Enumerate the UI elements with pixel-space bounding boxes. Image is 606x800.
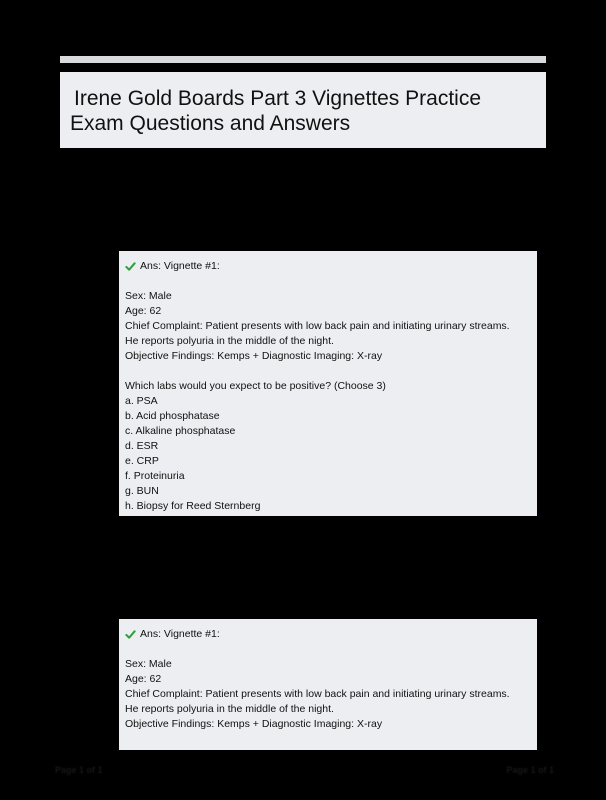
option-h: h. Biopsy for Reed Sternberg — [125, 500, 261, 512]
option-a: a. PSA — [125, 395, 158, 407]
answer-label: Ans: Vignette #1: — [140, 260, 220, 272]
footer-left-text: Page 1 of 1 — [55, 765, 103, 775]
title-box — [60, 72, 546, 148]
findings-line: Objective Findings: Kemps + Diagnostic Imaging: X-ray — [125, 350, 383, 362]
page-title — [70, 86, 536, 136]
option-f: f. Proteinuria — [125, 470, 185, 482]
answer-label: Ans: Vignette #1: — [140, 628, 220, 640]
footer-right-text: Page 1 of 1 — [506, 765, 554, 775]
answer-card — [119, 619, 537, 750]
spacer — [125, 642, 531, 657]
complaint-line-1: Chief Complaint: Patient presents with low back pain and initiating urinary streams. — [125, 688, 510, 700]
answer-header — [125, 259, 531, 274]
complaint-line-2: He reports polyuria in the middle of the night. — [125, 335, 334, 347]
answer-card — [119, 251, 537, 516]
title-line-1: Irene Gold Boards Part 3 Vignettes Practice — [74, 87, 481, 110]
sex-line: Sex: Male — [125, 290, 172, 302]
option-b: b. Acid phosphatase — [125, 410, 220, 422]
checkmark-icon — [125, 261, 136, 272]
option-e: e. CRP — [125, 455, 159, 467]
option-d: d. ESR — [125, 440, 159, 452]
age-line: Age: 62 — [125, 305, 162, 317]
header-rule — [60, 56, 546, 63]
title-line-2: Exam Questions and Answers — [70, 112, 351, 135]
findings-line: Objective Findings: Kemps + Diagnostic Imaging: X-ray — [125, 718, 383, 730]
spacer — [125, 274, 531, 289]
option-g: g. BUN — [125, 485, 159, 497]
complaint-line-1: Chief Complaint: Patient presents with low back pain and initiating urinary streams. — [125, 320, 510, 332]
question-line: Which labs would you expect to be positive? (Choose 3) — [125, 380, 386, 392]
complaint-line-2: He reports polyuria in the middle of the night. — [125, 703, 334, 715]
answer-header — [125, 627, 531, 642]
option-c: c. Alkaline phosphatase — [125, 425, 236, 437]
age-line: Age: 62 — [125, 673, 162, 685]
spacer — [125, 364, 531, 379]
sex-line: Sex: Male — [125, 658, 172, 670]
checkmark-icon — [125, 629, 136, 640]
